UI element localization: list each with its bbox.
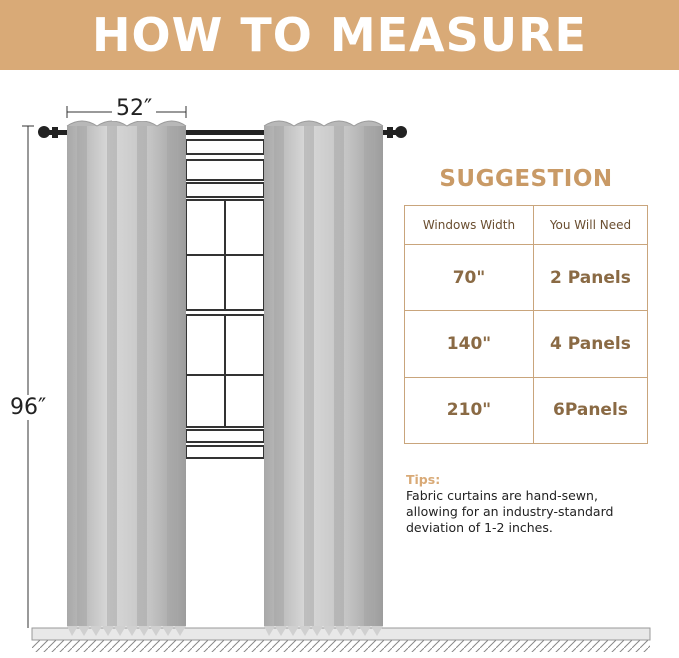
table-header-row (405, 206, 648, 245)
height-dimension-line (22, 126, 34, 628)
header-you-will-need: You Will Need (533, 206, 647, 245)
header-windows-width: Windows Width (405, 206, 534, 245)
suggestion-table (404, 205, 648, 444)
tips-text: Fabric curtains are hand-sewn, allowing for an industry-standard deviation of 1-2 inches. (406, 488, 614, 535)
title-banner (0, 0, 679, 70)
left-curtain (67, 121, 186, 636)
table-row (405, 311, 648, 377)
need-cell: 2 Panels (533, 245, 647, 311)
window (186, 140, 264, 458)
width-cell: 140" (405, 311, 534, 377)
table-row (405, 377, 648, 443)
width-cell: 210" (405, 377, 534, 443)
width-label: 52″ (112, 96, 156, 121)
height-label: 96″ (10, 395, 47, 420)
width-cell: 70" (405, 245, 534, 311)
suggestion-title: SUGGESTION (439, 166, 613, 192)
tips-label: Tips: (406, 472, 441, 487)
table-row (405, 245, 648, 311)
tips-note (406, 472, 668, 536)
page-title: HOW TO MEASURE (92, 8, 587, 62)
need-cell: 6Panels (533, 377, 647, 443)
right-curtain (264, 121, 383, 636)
need-cell: 4 Panels (533, 311, 647, 377)
